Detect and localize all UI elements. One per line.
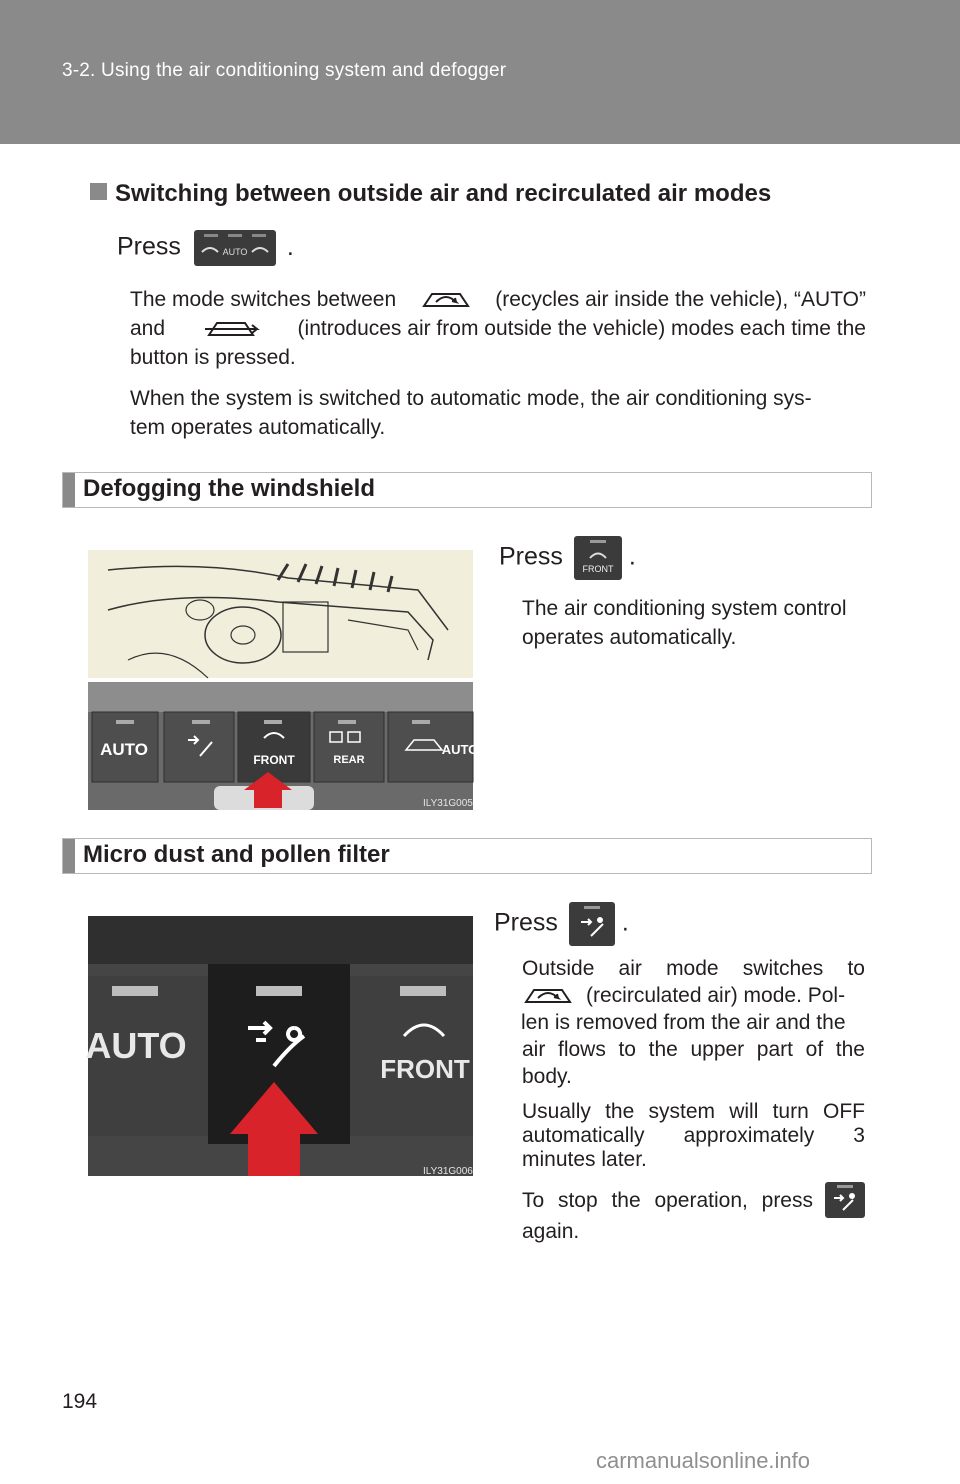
auto-recirc-button-icon (194, 230, 276, 266)
recirculate-air-icon-2 (522, 984, 578, 1008)
defog-press-instruction: Press FRONT . (499, 536, 636, 580)
subsection-heading (90, 180, 771, 208)
section-bar-filter-title: Micro dust and pollen filter (83, 841, 390, 868)
filter-button-icon-2 (825, 1182, 865, 1218)
subsection-heading-text: Switching between outside air and recirculated air modes (115, 180, 772, 207)
watermark: carmanualsonline.info (596, 1448, 811, 1473)
filter-press-instruction: Press . (494, 902, 629, 946)
photo-label-auto: AUTO (85, 1025, 187, 1066)
filter-button-photo (85, 916, 473, 1177)
section-bar-defog-title: Defogging the windshield (83, 475, 375, 502)
bullet-square-icon (90, 183, 107, 200)
press-instruction (117, 230, 294, 266)
filter-button-icon (569, 902, 615, 946)
section-title: 3-2. Using the air conditioning system and defogger (62, 60, 507, 81)
defog-paragraph: The air conditioning system control operates automatically. (522, 597, 847, 649)
panel-label-auto: AUTO (100, 740, 148, 759)
page-number: 194 (62, 1390, 98, 1413)
filter-paragraph: Outside air mode switches to (recirculated air) mode. Pol- len is removed from the air and the air flows to the upper part of the body. Usually the system will turn OFF automatically approximately 3 minutes later. To stop the operation, press again. (521, 957, 865, 1243)
front-defrost-button-icon (574, 536, 622, 580)
recirculate-air-icon (420, 288, 472, 312)
mode-paragraph: The mode switches between (recycles air inside the vehicle), “AUTO” and (introduces air from outside the vehicle) modes each time the button is pressed. When the system is switched to automatic mode, the air conditioning sys- tem operates automatically. (130, 288, 866, 439)
panel-label-front: FRONT (253, 753, 295, 767)
press-period: . (286, 232, 294, 261)
panel-label-auto-2: AUTO (441, 742, 479, 757)
defog-illustration (88, 550, 479, 810)
svg-text:AUTO: AUTO (222, 247, 248, 257)
section-bar-defog (62, 472, 872, 508)
svg-text:FRONT: FRONT (582, 564, 614, 574)
image-code: ILY31G005 (423, 798, 473, 809)
section-bar-filter (62, 838, 872, 874)
panel-label-rear: REAR (333, 754, 365, 766)
image-code-2: ILY31G006 (423, 1166, 473, 1177)
press-word: Press (117, 232, 181, 261)
outside-air-icon (203, 317, 259, 341)
page-header (0, 0, 960, 144)
photo-label-front: FRONT (380, 1054, 470, 1084)
